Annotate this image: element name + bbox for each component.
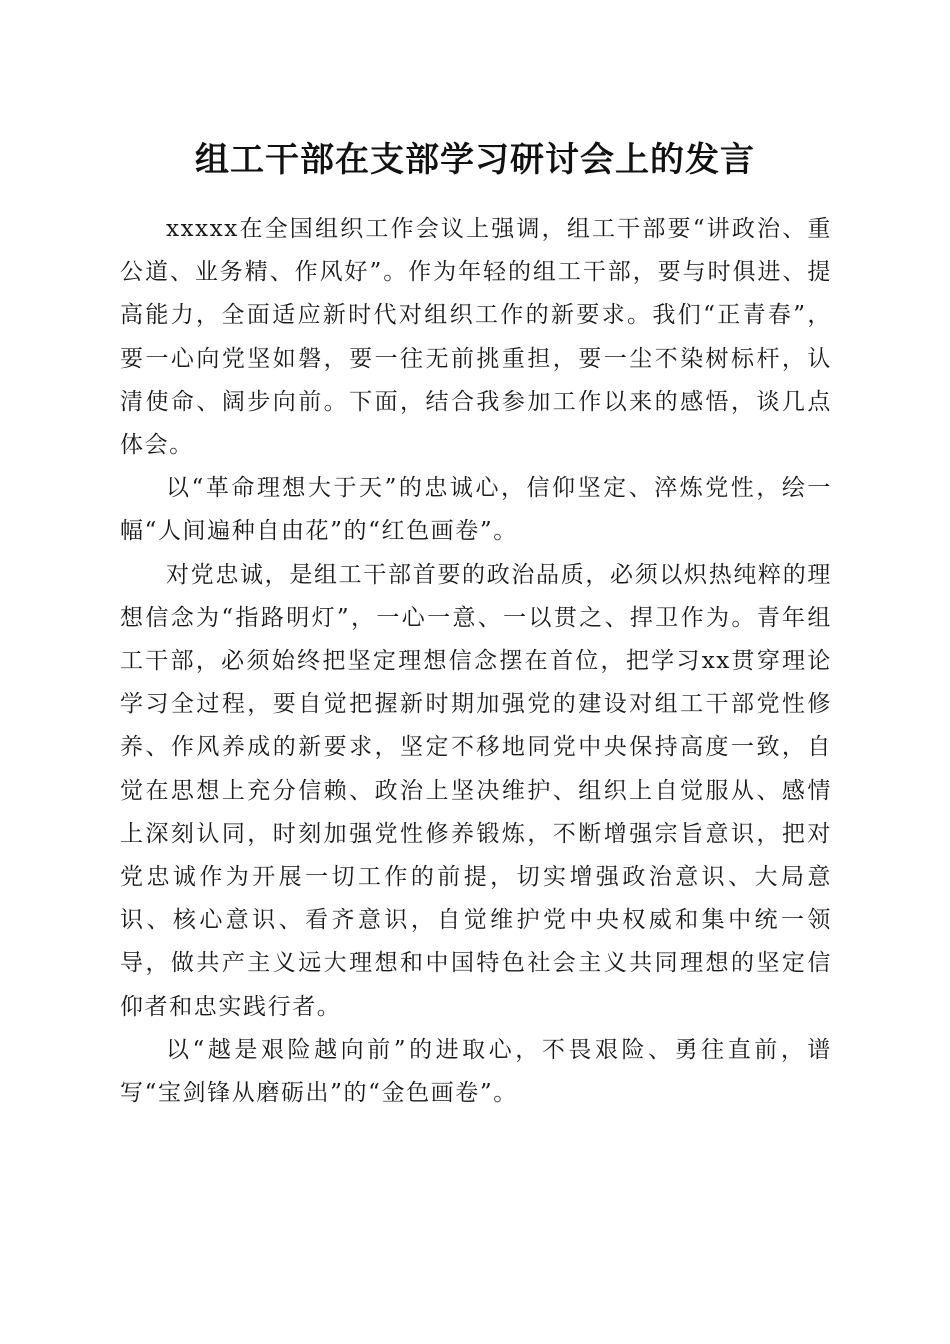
paragraph-heading-loyalty: 以“革命理想大于天”的忠诚心，信仰坚定、淬炼党性，绘一幅“人间遍种自由花”的“红色画卷”。 (120, 475, 832, 545)
document-title: 组工干部在支部学习研讨会上的发言 (195, 140, 755, 180)
paragraph-loyalty-body: 对党忠诚，是组工干部首要的政治品质，必须以炽热纯粹的理想信念为“指路明灯”，一心一意、一以贯之、捍卫作为。青年组工干部，必须始终把坚定理想信念摆在首位，把学习xx贯穿理论学习全过程，要自觉把握新时期加强党的建设对组工干部党性修养、作风养成的新要求，坚定不移地同党中央保持高度一致，自觉在思想上充分信赖、政治上坚决维护、组织上自觉服从、感情上深刻认同，时刻加强党性修养锻炼，不断增强宗旨意识，把对党忠诚作为开展一切工作的前提，切实增强政治意识、大局意识、核心意识、看齐意识，自觉维护党中央权威和集中统一领导，做共产主义远大理想和中国特色社会主义共同理想的坚定信仰者和忠实践行者。 (120, 561, 832, 1020)
paragraph-heading-progress: 以“越是艰险越向前”的进取心，不畏艰险、勇往直前，谱写“宝剑锋从磨砺出”的“金色画卷”。 (120, 1036, 832, 1107)
paragraph-intro: xxxxx在全国组织工作会议上强调，组工干部要“讲政治、重公道、业务精、作风好”。作为年轻的组工干部，要与时俱进、提高能力，全面适应新时代对组织工作的新要求。我们“正青春”，要一心向党坚如磐，要一往无前挑重担，要一尘不染树标杆，认清使命、阔步向前。下面，结合我参加工作以来的感悟，谈几点体会。 (120, 216, 832, 459)
document-body (120, 208, 832, 1115)
